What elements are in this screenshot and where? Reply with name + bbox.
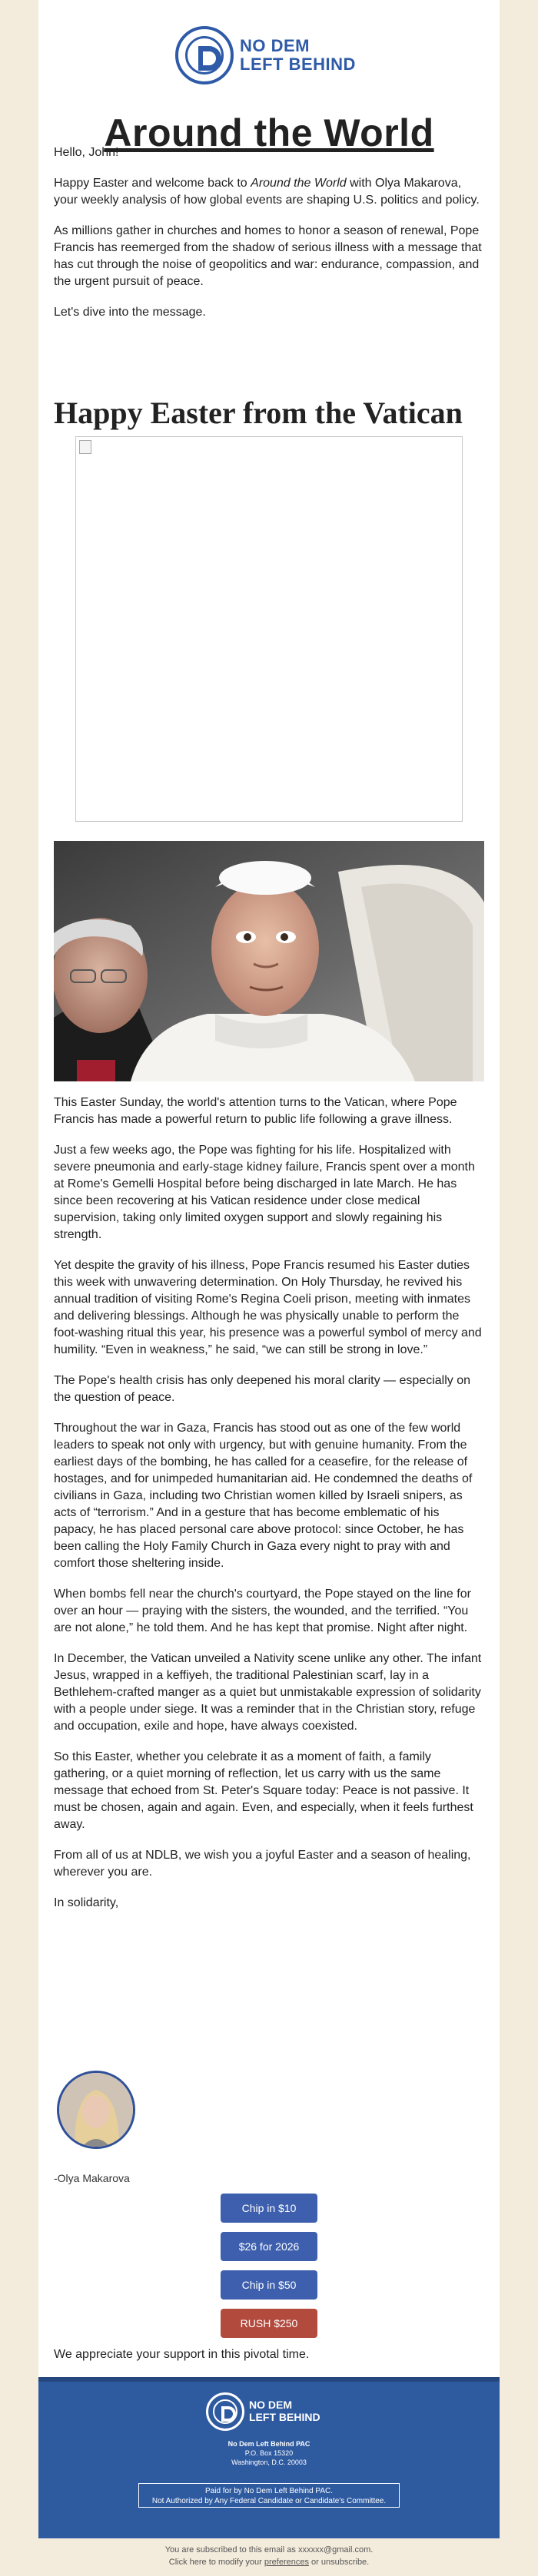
intro-paragraph-1: Happy Easter and welcome back to Around the World with Olya Makarova, your weekly analysis of how global events are shaping U.S. politics and policy. [54, 177, 480, 207]
preferences-link[interactable]: preferences [264, 2558, 309, 2567]
article-paragraph: Just a few weeks ago, the Pope was fighting for his life. Hospitalized with severe pneumonia and early-stage kidney failure, Francis spent over a month at Rome's Gemelli Hospital before being discharged in late March. He has since been recovering at his Vatican residence under close medical supervision, taking only limited oxygen support and slowly regaining his strength. [54, 1144, 475, 1241]
page-title: Around the World [104, 111, 434, 154]
greeting: Hello, John! [54, 146, 119, 159]
broken-image-icon [79, 440, 91, 454]
broken-image [75, 436, 463, 822]
header-logo[interactable] [38, 26, 500, 91]
footer-address: No Dem Left Behind PAC P.O. Box 15320 Washington, D.C. 20003 [227, 2440, 311, 2466]
article-paragraph: So this Easter, whether you celebrate it as a moment of faith, a family gathering, or a quiet morning of reflection, let us carry with us the same message that echoed from St. Peter's Square today: Peace is not passive. It must be chosen, again and again. Even, and especially, when it feels furthest away. [54, 1750, 473, 1831]
chip-in-10-button[interactable]: Chip in $10 [221, 2194, 317, 2223]
thanks-text: We appreciate your support in this pivotal time. [54, 2348, 310, 2361]
paid-for-disclaimer: Paid for by No Dem Left Behind PAC. Not Authorized by Any Federal Candidate or Candidate's Committee. [138, 2483, 400, 2508]
subscription-note: You are subscribed to this email as xxxxxx@gmail.com. Click here to modify your preferences or unsubscribe. [164, 2545, 374, 2567]
footer-logo-icon [206, 2392, 244, 2431]
intro-paragraph-2: As millions gather in churches and homes to honor a season of renewal, Pope Francis has reemerged from the shadow of serious illness with a message that has cut through the noise of geopolitics and war: endurance, compassion, and the urgent pursuit of peace. [54, 224, 482, 288]
closing: In solidarity, [54, 1896, 119, 1909]
footer-logo-text: NO DEM LEFT BEHIND [249, 2399, 320, 2423]
intro-paragraph-3: Let's dive into the message. [54, 306, 206, 319]
rush-250-button[interactable]: RUSH $250 [221, 2309, 317, 2338]
article-paragraph: The Pope's health crisis has only deepened his moral clarity — especially on the question of peace. [54, 1374, 470, 1404]
signature: -Olya Makarova [54, 2172, 130, 2184]
pope-photo [54, 841, 484, 1081]
logo-text: NO DEM LEFT BEHIND [240, 36, 356, 74]
article-paragraph: When bombs fell near the church's courtyard, the Pope stayed on the line for over an hour — praying with the sisters, the wounded, and the terrified. “You are not alone,” he told them. And he has kept that promise. Night after night. [54, 1588, 471, 1634]
chip-in-50-button[interactable]: Chip in $50 [221, 2270, 317, 2300]
logo-icon [175, 26, 234, 84]
footer [38, 2377, 500, 2538]
author-avatar [57, 2071, 135, 2149]
email-card [38, 0, 500, 2515]
article-paragraph: In December, the Vatican unveiled a Nativity scene unlike any other. The infant Jesus, wrapped in a keffiyeh, the traditional Palestinian scarf, lay in a Bethlehem-crafted manger as a quiet but unmistakable expression of solidarity with a people under siege. It was a reminder that in the Christian story, refuge and occupation, exile and hope, have always coexisted. [54, 1652, 482, 1733]
article-body [54, 1094, 484, 1925]
article-paragraph: This Easter Sunday, the world's attention turns to the Vatican, where Pope Francis has made a powerful return to public life following a grave illness. [54, 1096, 457, 1126]
article-paragraph: Throughout the war in Gaza, Francis has stood out as one of the few world leaders to speak not only with urgency, but with genuine humanity. From the earliest days of the bombing, he has called for a ceasefire, for the release of hostages, and for unimpeded humanitarian aid. He condemned the deaths of civilians in Gaza, including two Christian women killed by Israeli snipers, as acts of “terrorism.” And in a gesture that has become emblematic of his papacy, he has placed personal care above protocol: since October, he has been calling the Holy Family Church in Gaza every night to pray with and comfort those sheltering inside. [54, 1422, 473, 1570]
26-for-2026-button[interactable]: $26 for 2026 [221, 2232, 317, 2261]
intro-section [54, 144, 484, 335]
article-paragraph: Yet despite the gravity of his illness, Pope Francis resumed his Easter duties this week with unwavering determination. On Holy Thursday, he revived his annual tradition of visiting Rome's Regina Coeli prison, meeting with inmates and delivering blessings. Although he was physically unable to perform the foot-washing ritual this year, his presence was a powerful symbol of mercy and humility. “Even in weakness,” he said, “we can still be strong in love.” [54, 1259, 482, 1356]
section-title: Happy Easter from the Vatican [54, 396, 463, 430]
article-paragraph: From all of us at NDLB, we wish you a joyful Easter and a season of healing, wherever you are. [54, 1849, 471, 1879]
